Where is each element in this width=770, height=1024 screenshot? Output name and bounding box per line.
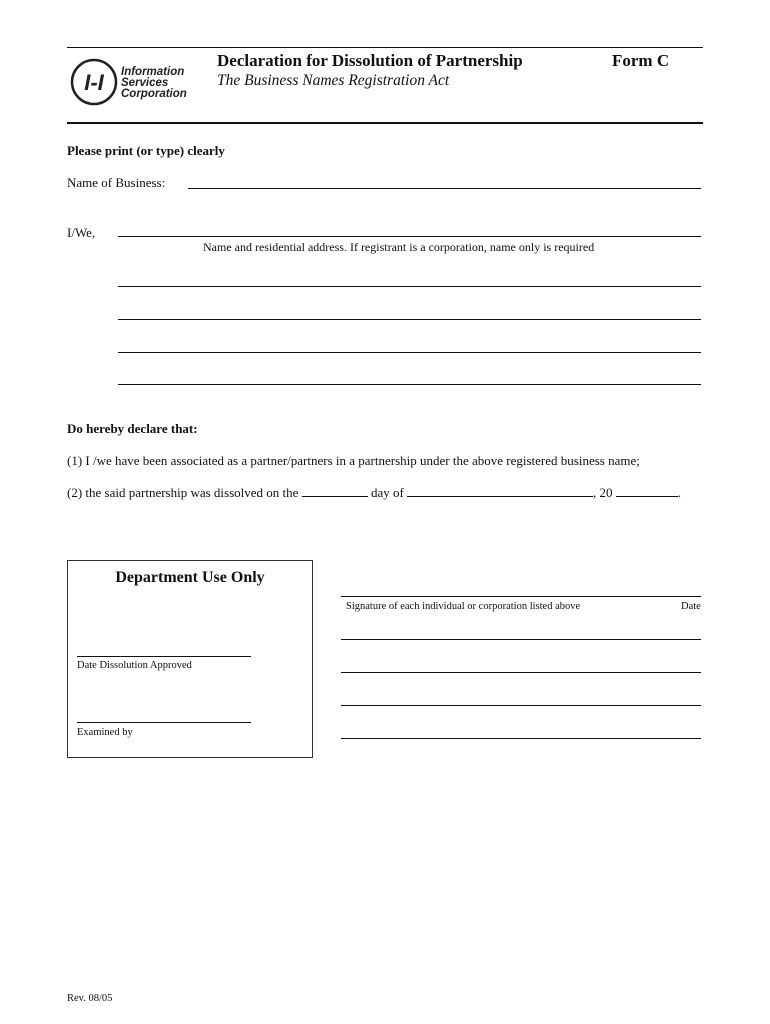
department-use-heading: Department Use Only — [115, 569, 265, 586]
business-name-field[interactable] — [188, 188, 701, 189]
form-subtitle: The Business Names Registration Act — [217, 72, 450, 89]
iwe-label: I/We, — [67, 225, 96, 240]
form-title: Declaration for Dissolution of Partnership — [217, 51, 523, 70]
signature-field-1[interactable] — [341, 596, 701, 597]
dissolved-month-field[interactable] — [407, 486, 593, 497]
iwe-hint: Name and residential address. If registrant is a corporation, name only is required — [203, 240, 595, 254]
iwe-field-line-5[interactable] — [118, 384, 701, 385]
signature-field-4[interactable] — [341, 705, 701, 706]
logo-text-services: Services — [121, 77, 169, 89]
declaration-item-2-text-a: (2) the said partnership was dissolved on the — [67, 485, 299, 500]
signature-date-label: Date — [681, 601, 701, 612]
date-approved-field[interactable] — [77, 656, 251, 657]
declaration-item-1: (1) I /we have been associated as a partner/partners in a partnership under the above registered business name; — [67, 453, 640, 468]
header-bottom-rule — [67, 122, 703, 124]
declaration-heading: Do hereby declare that: — [67, 421, 198, 436]
date-approved-label: Date Dissolution Approved — [77, 660, 192, 671]
department-use-box — [67, 560, 313, 758]
declaration-item-2 — [67, 485, 681, 501]
header-top-rule — [67, 47, 703, 48]
signature-field-5[interactable] — [341, 738, 701, 739]
dissolved-day-field[interactable] — [302, 486, 368, 497]
iwe-field-line-2[interactable] — [118, 286, 701, 287]
instruction-text: Please print (or type) clearly — [67, 143, 225, 158]
logo-text-information: Information — [121, 66, 185, 78]
iwe-field-line-1[interactable] — [118, 236, 701, 237]
signature-field-2[interactable] — [341, 639, 701, 640]
signature-label: Signature of each individual or corporation listed above — [346, 601, 581, 612]
declaration-item-2-text-c: , 20 — [593, 485, 613, 500]
svg-text:I-I: I-I — [84, 70, 104, 95]
signature-field-3[interactable] — [341, 672, 701, 673]
dissolved-year-field[interactable] — [616, 486, 678, 497]
examined-by-label: Examined by — [77, 727, 133, 738]
revision-text: Rev. 08/05 — [67, 993, 113, 1004]
iwe-field-line-4[interactable] — [118, 352, 701, 353]
examined-by-field[interactable] — [77, 722, 251, 723]
form-code: Form C — [612, 51, 670, 70]
iwe-field-line-3[interactable] — [118, 319, 701, 320]
isc-logo-icon — [69, 57, 119, 107]
isc-logo — [69, 57, 199, 107]
declaration-item-2-text-b: day of — [370, 485, 404, 500]
declaration-item-2-text-d: . — [677, 485, 682, 500]
business-name-label: Name of Business: — [67, 175, 166, 190]
logo-text-corporation: Corporation — [121, 88, 187, 100]
